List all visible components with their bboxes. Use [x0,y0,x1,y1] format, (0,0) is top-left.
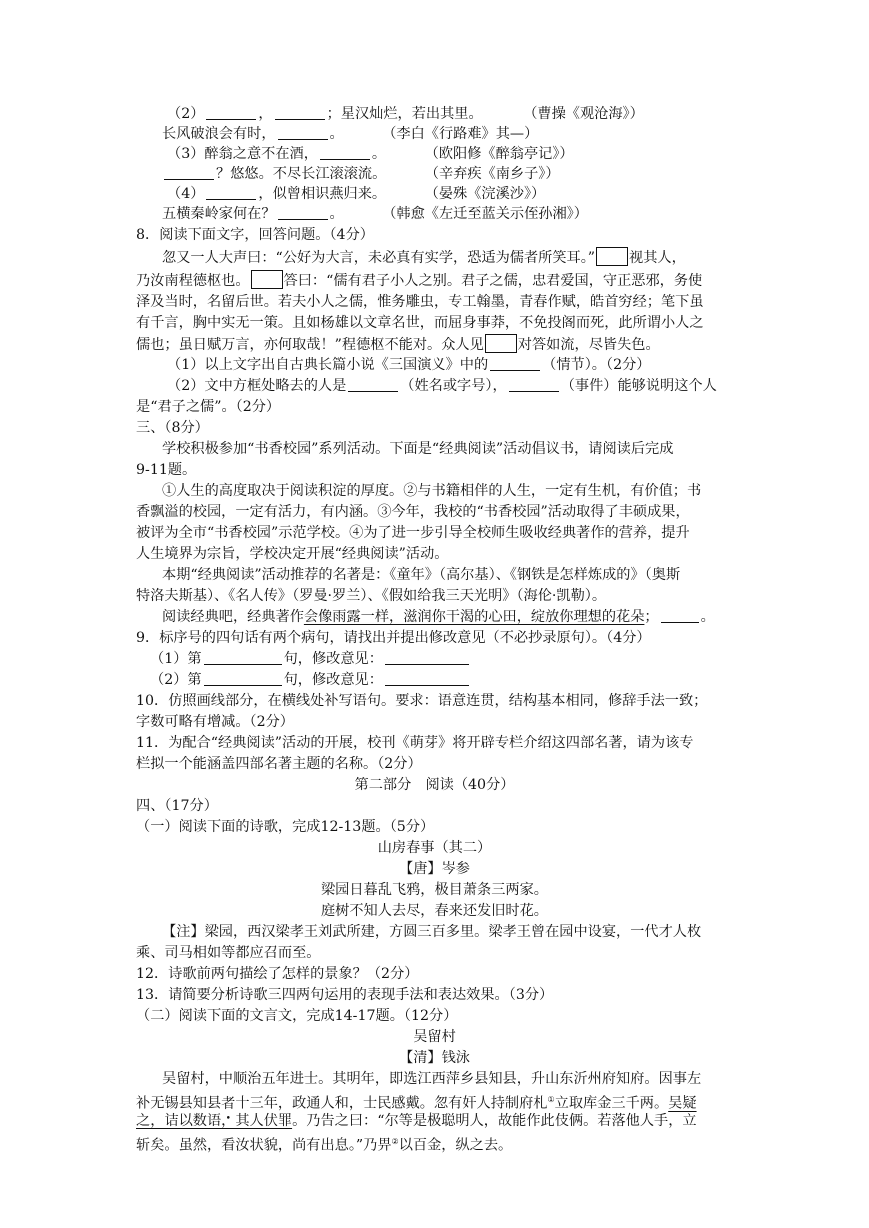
q8-passage-line: 乃汝南程德枢也。 答曰：“儒有君子小人之别。君子之儒，忠君爱国，守正恶邪，务使 [136,270,702,291]
poem-line: 梁园日暮乱飞鸦，极目萧条三两家。 [320,882,548,898]
underlined-sentence: 吴疑 [668,1095,697,1112]
q10-title-cont: 字数可略有增减。（2分） [136,714,294,730]
poem-author: 【唐】岑参 [399,861,470,877]
sentence-number-blank[interactable] [204,650,282,665]
proposal-line: 特洛夫斯基）、《名人传》（罗曼·罗兰）、《假如给我三天光明》（海伦·凯勒）。 [136,588,607,604]
answer-blank[interactable] [278,205,328,220]
proposal-line: 人生境界为宗旨，学校决定开展“经典阅读”活动。 [136,546,449,562]
answer-blank[interactable] [164,165,214,180]
footnote-marker: ② [391,1137,399,1146]
answer-blank[interactable] [206,185,256,200]
prose-line: 补无锡县知县者十三年，政通人和，士民感戴。忽有奸人持制府札①立取库金三千两。吴疑 [136,1095,697,1112]
proposal-line: 本期“经典阅读”活动推荐的名著是：《童年》（高尔基）、《钢铁是怎样炼成的》（奥斯 [162,567,681,583]
omitted-name-box [485,334,517,353]
part-2-heading: 第二部分 阅读（40分） [354,777,515,793]
prose-line: 斩矣。虽然，看汝状貌，尚有出息。”乃畀②以百金，纵之去。 [136,1137,513,1154]
answer-blank[interactable] [320,145,370,160]
answer-blank[interactable] [278,125,328,140]
omitted-name-box [251,270,283,289]
q9-answer-row-1: （1）第 句，修改意见： [150,649,471,669]
q11-title: 11．为配合“经典阅读”活动的开展，校刊《萌芽》将开辟专栏介绍这四部名著，请为该专 [136,735,694,751]
proposal-line: 香飘溢的校园，一定有活力，有内涵。③今年，我校的“书香校园”活动取得了丰硕成果， [136,504,690,520]
subsection-1-heading: （一）阅读下面的诗歌，完成12-13题。（5分） [136,819,435,835]
prose-title: 吴留村 [413,1029,456,1045]
poetry-line-1: （2） ， ；星汉灿烂，若出其里。 （曹操《观沧海》） [167,106,644,122]
proposal-line: 阅读经典吧，经典著作会像雨露一样，滋润你干渴的心田，绽放你理想的花朵； 。 [162,609,715,625]
poem-title: 山房春事（其二） [377,840,492,856]
q8-passage-line: 泽及当时，名留后世。若夫小人之儒，惟务雕虫，专工翰墨，青春作赋，皓首穷经；笔下虽 [136,294,704,310]
proposal-line: 被评为全市“书香校园”示范学校。④为了进一步引导全校师生吸收经典著作的营养，提升 [136,525,690,541]
q8-subquestion-2: （2）文中方框处略去的人是 （姓名或字号）， （事件）能够说明这个人 [167,378,717,394]
poetry-line-4: ？悠悠。不尽长江滚滚流。 （辛弃疾《南乡子》） [162,164,560,184]
q8-subquestion-2-cont: 是“君子之儒”。（2分） [136,399,281,415]
revision-blank[interactable] [385,650,469,665]
section-3-intro: 9-11题。 [136,462,197,478]
q12-title: 12．诗歌前两句描绘了怎样的景象？（2分） [136,966,419,982]
q13-title: 13．请简要分析诗歌三四两句运用的表现手法和表达效果。（3分） [136,987,554,1003]
q8-passage-line: 有千言，胸中实无一策。且如杨雄以文章名世，而屈身事莽，不免投阁而死，此所谓小人之 [136,315,704,331]
answer-blank[interactable] [348,377,398,392]
q8-passage-line: 儒也；虽日赋万言，亦何取哉！”程德枢不能对。众人见 对答如流，尽皆失色。 [136,334,660,355]
answer-blank[interactable] [490,356,540,371]
answer-blank[interactable] [275,105,325,120]
q11-title-cont: 栏拟一个能涵盖四部名著主题的名称。（2分） [136,756,422,772]
q9-title: 9．标序号的四句话有两个病句，请找出并提出修改意见（不必抄录原句）。（4分） [136,630,651,646]
section-3-heading: 三、（8分） [136,420,209,436]
q8-title: 8．阅读下面文字，回答问题。（4分） [136,227,374,243]
prose-line: 吴留村，中顺治五年进士。其明年，即选江西萍乡县知县，升山东沂州府知府。因事左 [162,1071,702,1087]
answer-blank[interactable] [509,377,559,392]
poem-note: 【注】梁园，西汉梁孝王刘武所建，方圆三百多里。梁孝王曾在园中设宴，一代才人枚 [162,924,702,940]
proposal-line: ①人生的高度取决于阅读积淀的厚度。②与书籍相伴的人生，一定有生机，有价值；书 [162,483,702,499]
emphasis-dotted-char: 者 [221,1095,236,1112]
omitted-name-box [596,247,628,266]
section-4-heading: 四、（17分） [136,798,218,814]
footnote-marker: ① [547,1095,555,1104]
answer-blank[interactable] [661,608,699,623]
poetry-line-2: 长风破浪会有时， 。 （李白《行路难》其—） [162,126,539,142]
underlined-sentence: 之，诘以数语，其人伏罪 [136,1113,293,1129]
poetry-line-6: 五横秦岭家何在？ 。 （韩愈《左迁至蓝关示侄孙湘》） [162,206,588,222]
prose-line: 之，诘以数语，其人伏罪。乃告之曰：“尔等是极聪明人，故能作此伎俩。若落他人手，立 [136,1113,697,1129]
q9-answer-row-2: （2）第 句，修改意见： [150,670,471,690]
poem-line: 庭树不知人去尽，春来还发旧时花。 [320,903,548,919]
poetry-line-3: （3）醉翁之意不在酒， 。 （欧阳修《醉翁亭记》） [167,146,574,162]
answer-blank[interactable] [206,105,256,120]
underlined-model-sentence: 会像雨露一样，滋润你干渴的心田，绽放你理想的花朵 [303,609,645,625]
prose-author: 【清】钱泳 [399,1050,470,1066]
revision-blank[interactable] [385,671,469,686]
section-3-intro: 学校积极参加“书香校园”系列活动。下面是“经典阅读”活动倡议书，请阅读后完成 [162,441,674,457]
q10-title: 10．仿照画线部分，在横线处补写语句。要求：语意连贯，结构基本相同，修辞手法一致； [136,693,708,709]
poetry-line-5: （4） ，似曾相识燕归来。 （晏殊《浣溪沙》） [167,186,546,202]
poem-note-cont: 乘、司马相如等都应召而至。 [136,945,321,961]
subsection-2-heading: （二）阅读下面的文言文，完成14-17题。（12分） [136,1008,458,1024]
sentence-number-blank[interactable] [204,671,282,686]
q8-passage-line: 忽又一人大声曰：“公好为大言，未必真有实学，恐适为儒者所笑耳。” 视其人， [162,247,686,268]
q8-subquestion-1: （1）以上文字出自古典长篇小说《三国演义》中的 （情节）。（2分） [167,357,651,373]
